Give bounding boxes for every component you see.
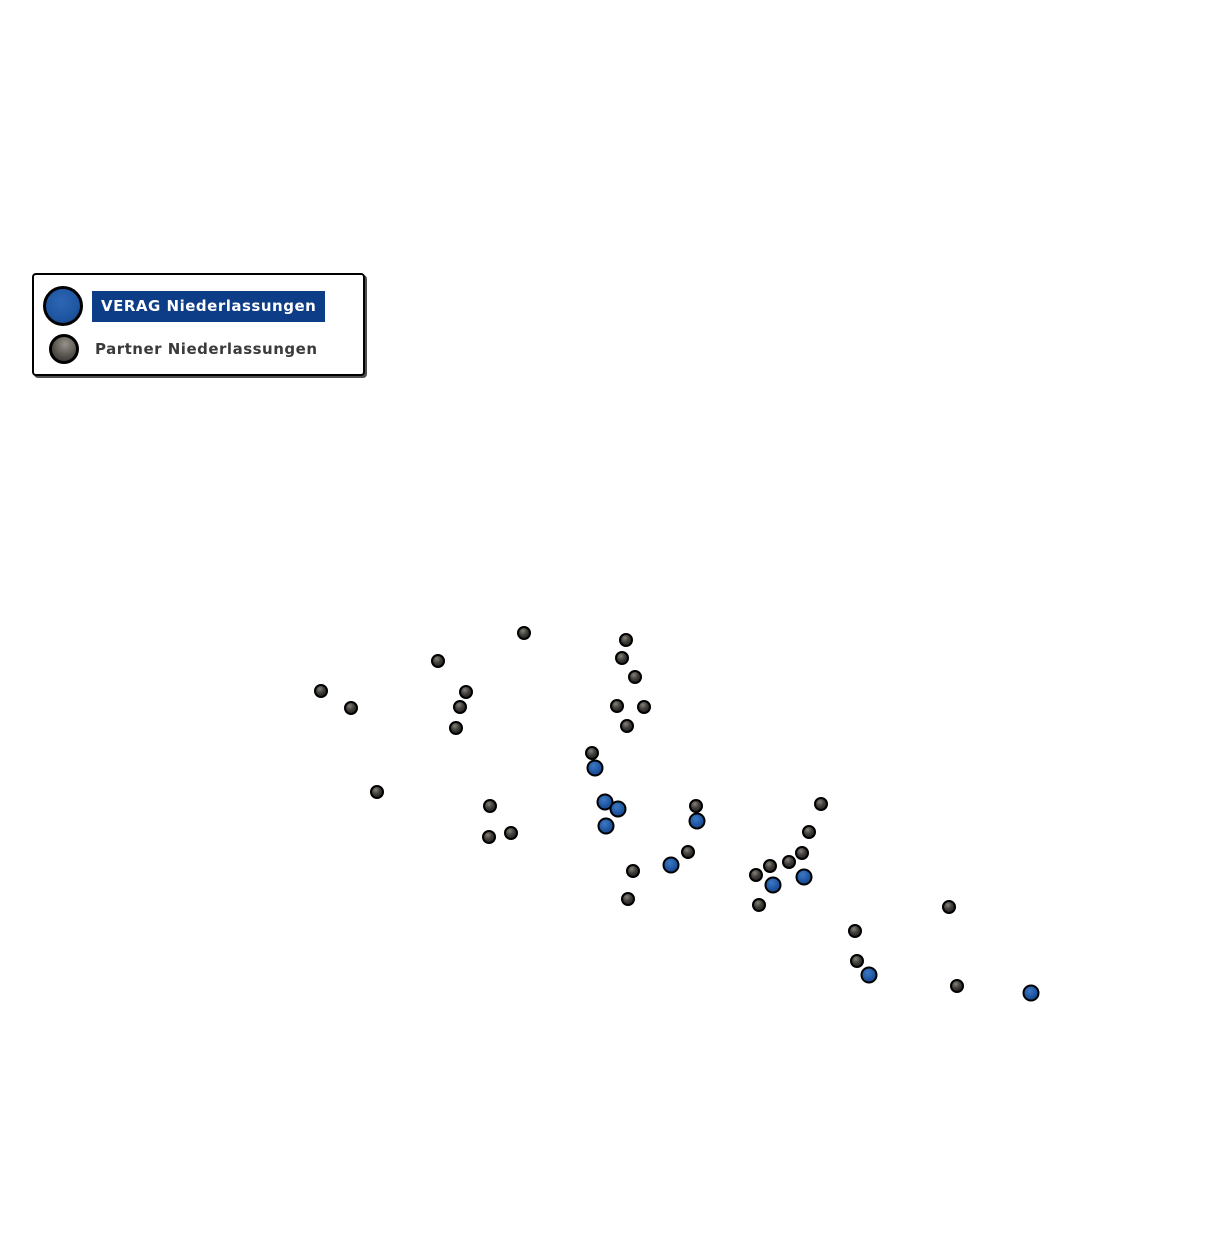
map-marker-verag[interactable] bbox=[1023, 985, 1040, 1002]
map-marker-partner[interactable] bbox=[431, 654, 445, 668]
legend-label-partner: Partner Niederlassungen bbox=[95, 340, 318, 358]
map-marker-partner[interactable] bbox=[620, 719, 634, 733]
map-marker-partner[interactable] bbox=[482, 830, 496, 844]
map-marker-partner[interactable] bbox=[370, 785, 384, 799]
map-marker-partner[interactable] bbox=[517, 626, 531, 640]
map-marker-partner[interactable] bbox=[795, 846, 809, 860]
verag-marker-icon bbox=[43, 286, 83, 326]
map-marker-partner[interactable] bbox=[504, 826, 518, 840]
map-marker-partner[interactable] bbox=[585, 746, 599, 760]
map-marker-partner[interactable] bbox=[619, 633, 633, 647]
map-marker-partner[interactable] bbox=[621, 892, 635, 906]
map-marker-partner[interactable] bbox=[615, 651, 629, 665]
legend-item-partner[interactable] bbox=[34, 334, 363, 364]
map-marker-partner[interactable] bbox=[763, 859, 777, 873]
map-marker-verag[interactable] bbox=[861, 967, 878, 984]
map-marker-verag[interactable] bbox=[765, 877, 782, 894]
partner-marker-icon bbox=[49, 334, 79, 364]
map-marker-partner[interactable] bbox=[637, 700, 651, 714]
map-marker-partner[interactable] bbox=[459, 685, 473, 699]
map-marker-partner[interactable] bbox=[483, 799, 497, 813]
map-marker-partner[interactable] bbox=[848, 924, 862, 938]
map-marker-verag[interactable] bbox=[796, 869, 813, 886]
legend-label-verag: VERAG Niederlassungen bbox=[92, 291, 325, 322]
legend bbox=[32, 273, 365, 376]
map-marker-verag[interactable] bbox=[610, 801, 627, 818]
map-marker-partner[interactable] bbox=[814, 797, 828, 811]
map-marker-partner[interactable] bbox=[453, 700, 467, 714]
map-marker-verag[interactable] bbox=[689, 813, 706, 830]
map-marker-partner[interactable] bbox=[610, 699, 624, 713]
map-marker-partner[interactable] bbox=[626, 864, 640, 878]
map-marker-partner[interactable] bbox=[950, 979, 964, 993]
map-marker-verag[interactable] bbox=[598, 818, 615, 835]
map-marker-partner[interactable] bbox=[802, 825, 816, 839]
map-marker-verag[interactable] bbox=[663, 857, 680, 874]
map-marker-partner[interactable] bbox=[749, 868, 763, 882]
map-marker-partner[interactable] bbox=[782, 855, 796, 869]
map-marker-partner[interactable] bbox=[752, 898, 766, 912]
map-marker-partner[interactable] bbox=[314, 684, 328, 698]
map-marker-partner[interactable] bbox=[850, 954, 864, 968]
map-marker-partner[interactable] bbox=[689, 799, 703, 813]
map-marker-partner[interactable] bbox=[681, 845, 695, 859]
map-marker-partner[interactable] bbox=[449, 721, 463, 735]
map-marker-partner[interactable] bbox=[628, 670, 642, 684]
map-marker-verag[interactable] bbox=[587, 760, 604, 777]
map-marker-partner[interactable] bbox=[344, 701, 358, 715]
legend-item-verag[interactable] bbox=[34, 286, 363, 326]
map-marker-partner[interactable] bbox=[942, 900, 956, 914]
